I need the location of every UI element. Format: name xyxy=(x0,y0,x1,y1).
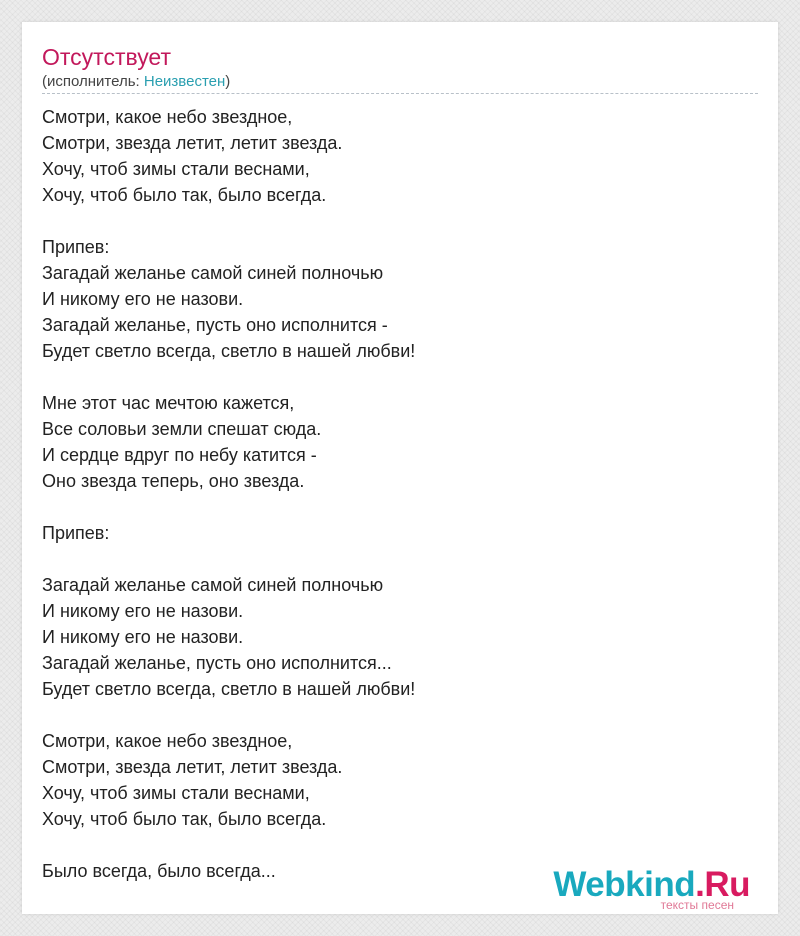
lyric-line: Смотри, звезда летит, летит звезда. xyxy=(42,133,343,153)
lyric-line: И сердце вдруг по небу катится - xyxy=(42,445,317,465)
lyric-line: Смотри, какое небо звездное, xyxy=(42,731,293,751)
lyric-blank-line xyxy=(42,208,415,234)
lyric-blank-line xyxy=(42,546,415,572)
lyric-line: Загадай желанье самой синей полночью xyxy=(42,575,384,595)
lyrics-text xyxy=(42,104,415,884)
lyric-line: Припев: xyxy=(42,237,110,257)
lyric-line: Загадай желанье, пусть оно исполнится... xyxy=(42,653,392,673)
lyric-line: Будет светло всегда, светло в нашей любви! xyxy=(42,341,416,361)
song-title: Отсутствует xyxy=(42,44,171,70)
lyric-line: Все соловьи земли спешат сюда. xyxy=(42,419,322,439)
lyric-line: Припев: xyxy=(42,523,110,543)
lyric-line: Хочу, чтоб было так, было всегда. xyxy=(42,809,327,829)
logo-tld: .Ru xyxy=(695,865,750,904)
lyric-blank-line xyxy=(42,364,415,390)
logo-name: Webkind xyxy=(553,865,696,904)
lyric-line: Было всегда, было всегда... xyxy=(42,861,276,881)
webkind-logo[interactable] xyxy=(552,863,752,913)
lyric-line: И никому его не назови. xyxy=(42,601,244,621)
lyric-blank-line xyxy=(42,494,415,520)
artist-line xyxy=(42,73,230,91)
lyric-line: И никому его не назови. xyxy=(42,289,244,309)
lyric-line: Смотри, какое небо звездное, xyxy=(42,107,293,127)
lyric-line: Загадай желанье самой синей полночью xyxy=(42,263,384,283)
lyric-line: Хочу, чтоб было так, было всегда. xyxy=(42,185,327,205)
lyric-blank-line xyxy=(42,832,415,858)
lyric-blank-line xyxy=(42,702,415,728)
lyric-line: Хочу, чтоб зимы стали веснами, xyxy=(42,159,310,179)
lyric-line: Будет светло всегда, светло в нашей любви! xyxy=(42,679,416,699)
lyrics-card xyxy=(22,22,778,914)
lyric-line: Мне этот час мечтою кажется, xyxy=(42,393,295,413)
lyric-line: И никому его не назови. xyxy=(42,627,244,647)
lyric-line: Смотри, звезда летит, летит звезда. xyxy=(42,757,343,777)
lyric-line: Оно звезда теперь, оно звезда. xyxy=(42,471,305,491)
artist-link[interactable]: Неизвестен xyxy=(143,73,226,90)
artist-suffix: ) xyxy=(225,73,231,90)
lyric-line: Хочу, чтоб зимы стали веснами, xyxy=(42,783,310,803)
lyric-line: Загадай желанье, пусть оно исполнится - xyxy=(42,315,388,335)
logo-tagline: тексты песен xyxy=(660,898,734,912)
artist-prefix: (исполнитель: xyxy=(42,73,144,90)
title-divider xyxy=(42,93,758,94)
